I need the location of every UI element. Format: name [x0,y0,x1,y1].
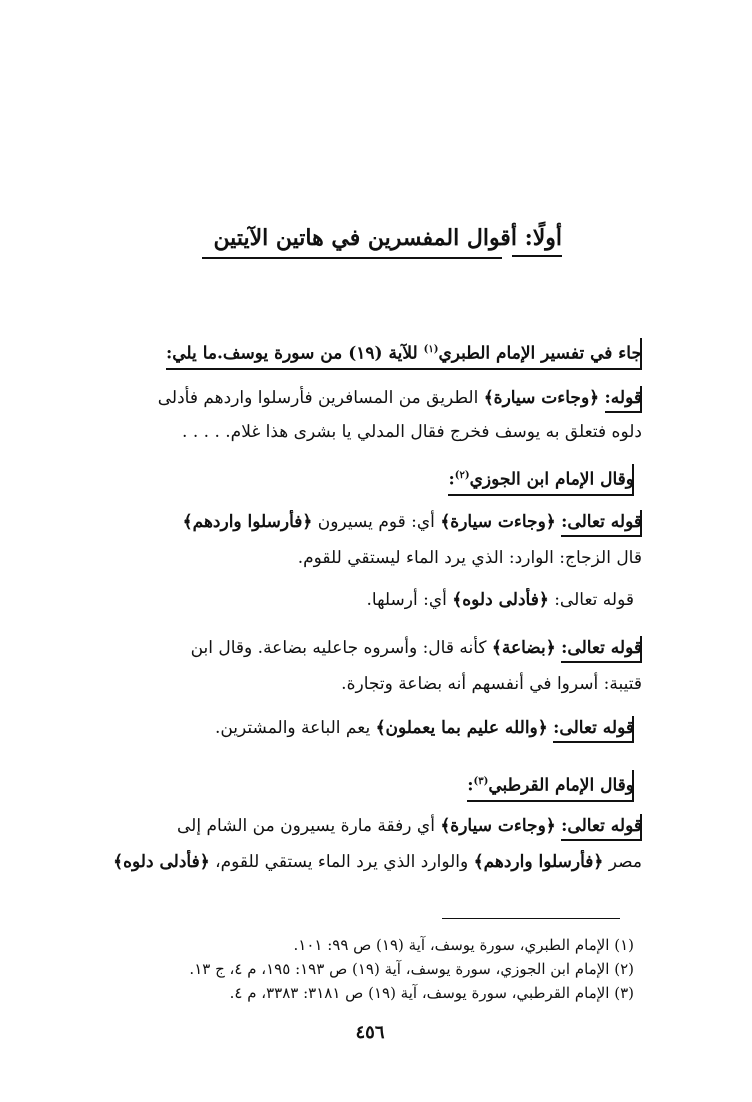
footnote-divider [442,918,620,919]
verse-label: قوله تعالى: [561,636,642,663]
quran-quote: ﴿فأرسلوا واردهم﴾ [182,512,313,532]
quran-quote: ﴿فأرسلوا واردهم﴾ [473,852,604,872]
verse-label: قوله تعالى: [554,590,634,610]
title-underline-short [512,255,562,257]
quran-quote: ﴿وجاءت سيارة﴾ [440,512,556,532]
jawzi-verse-2: قوله تعالى: ﴿فأدلى دلوه﴾ أي: أرسلها. [366,590,634,610]
quran-quote: ﴿بضاعة﴾ [491,638,556,658]
footnote-ref: (٣) [473,776,489,787]
tabari-heading-box: جاء في تفسير الإمام الطبري$^{(١)}$ للآية (١٩) من سورة يوسف.ما يلي: [166,338,642,370]
tabari-line-1: قوله: ﴿وجاءت سيارة﴾ الطريق من المسافرين فأرسلوا واردهم فأدلى [82,386,642,413]
section-title [213,225,562,251]
section-title-text: أولًا: أقوال المفسرين في هاتين الآيتين [213,225,562,251]
verse-label: قوله تعالى: [553,716,634,743]
footnote-ref: (٢) [454,470,470,481]
jawzi-verse-4: قوله تعالى: ﴿والله عليم بما يعملون﴾ يعم الباعة والمشترين. [94,716,634,743]
footnote-3: (٣) الإمام القرطبي، سورة يوسف، آية (١٩) ص ٣١٨١: ٣٣٨٣، م ٤. [229,984,634,1002]
quran-quote: ﴿والله عليم بما يعملون﴾ [375,718,548,738]
qurtubi-line-1: قوله تعالى: ﴿وجاءت سيارة﴾ أي رفقة مارة يسيرون من الشام إلى [82,814,642,841]
quran-quote: ﴿فأدلى دلوه﴾ [113,852,210,872]
jawzi-verse-3-line-2: قتيبة: أسروا في أنفسهم أنه بضاعة وتجارة. [341,674,642,694]
footnote-1: (١) الإمام الطبري، سورة يوسف، آية (١٩) ص ٩٩: ١٠١. [293,936,634,954]
footnote-ref: (١) [423,344,439,355]
tabari-line-2: دلوه فتعلق به يوسف فخرج فقال المدلي يا بشرى هذا غلام. . . . . [182,422,642,442]
title-underline [202,257,502,259]
quran-quote: ﴿وجاءت سيارة﴾ [440,816,556,836]
qurtubi-heading: وقال الإمام القرطبي$^{(٣)}$: [94,770,634,802]
tabari-heading [82,338,642,370]
jawzi-heading: وقال الإمام ابن الجوزي$^{(٢)}$: [94,464,634,496]
jawzi-verse-1: قوله تعالى: ﴿وجاءت سيارة﴾ أي: قوم يسيرون ﴿فأرسلوا واردهم﴾ [62,510,642,537]
jawzi-verse-3: قوله تعالى: ﴿بضاعة﴾ كأنه قال: وأسروه جاعليه بضاعة. وقال ابن [62,636,642,663]
verse-label: قوله تعالى: [561,510,642,537]
qurtubi-line-2: مصر ﴿فأرسلوا واردهم﴾ والوارد الذي يرد الماء يستقي للقوم، ﴿فأدلى دلوه﴾ [113,852,642,872]
quran-quote: ﴿فأدلى دلوه﴾ [452,590,549,610]
verse-label: قوله: [605,386,642,413]
quran-quote: ﴿وجاءت سيارة﴾ [483,388,600,408]
page-number: ٤٥٦ [355,1022,385,1043]
footnote-2: (٢) الإمام ابن الجوزي، سورة يوسف، آية (١٩) ص ١٩٣: ١٩٥، م ٤، ج ١٣. [189,960,634,978]
verse-label: قوله تعالى: [561,814,642,841]
jawzi-verse-1-line-2: قال الزجاج: الوارد: الذي يرد الماء ليستقي للقوم. [297,548,642,568]
